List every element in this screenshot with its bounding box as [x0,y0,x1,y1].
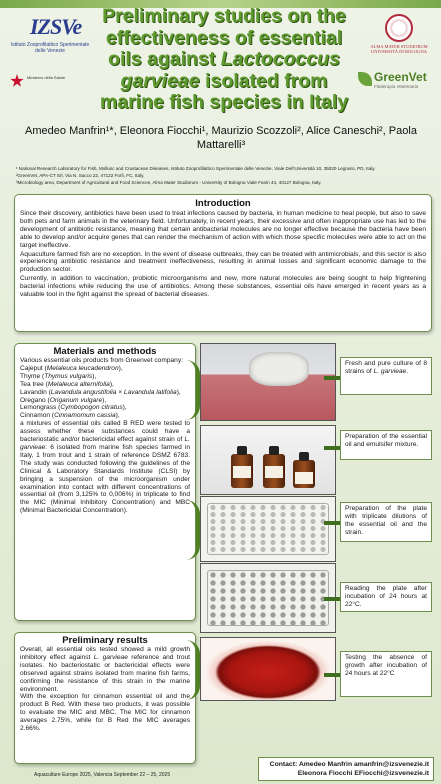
izsve-logo-subtitle: Istituto Zooprofilattico Sperimentale delle Venezie [10,42,90,54]
bottle-icon [263,454,285,488]
introduction-heading: Introduction [195,198,251,209]
step-5-caption: Testing the absence of growth after incubation of 24 hours at 22°C [340,651,432,697]
flow-curve [186,640,200,700]
results-paragraph: Overall, all essential oils tested showed a mild growth inhibitory effect against L. garvieae reference and trout isolates. No bacteriostatic or bactericidal effects were observed against strains isolated from marine fish farms, confirming the resistance of this strain in the marine environment. [20,646,191,693]
contact-line: Contact: Amedeo Manfrin amanfrin@izsvenezie.it [269,761,429,768]
izsve-logo-mark: IZSVe [30,14,82,39]
agar-plate-photo [200,637,336,701]
flow-curve [186,500,200,560]
results-heading: Preliminary results [62,635,148,646]
affiliation-3: ³Microbiology area, Department of Agricultural and Food Sciences, Alma Mater Studiorum - University of Bologna Viale Fanin 44, 40127 Bologna, Italy. [16,180,322,185]
affiliations [16,165,430,186]
oil-list-item: Cinnamon (Cinnamomum cassia), [20,412,120,420]
oil-list-item: Thyme (Thymus vulgaris), [20,372,97,380]
greenvet-logo [358,70,436,92]
contact-line: Eleonora Fiocchi EFiocchi@izsvenezie.it [297,770,429,777]
author-list: Amedeo Manfrin¹*, Eleonora Fiocchi¹, Maurizio Scozzoli², Alice Caneschi², Paola Mattarelli³ [25,125,417,151]
results-paragraph: With the exception for cinnamon essential oil and the product B Red. With these two products, it was possible to evaluate the MIC and MBC. The MIC for cinnamon averages 2.75%, while for B Red the MIC averages 2.66%. [20,693,190,733]
materials-body: a mixtures of essential oils called B RED were tested to assess whether these substances could have a bacteriostatic and/or bactericidal effect against strain of L. garvieae: 6 isolated from marine fish species farmed in Italy, 1 from trout and 1 strain of reference DSMZ 6783. The study was conducted following the guidelines of the Clinical & Laboratory Standards Institute (CLSI) by bringing a suspension of the microorganism under examination into contact with different concentrations of essential oil (from 3,125% to 0,006%) in triplicate to find the MIC (Minimal Inhibitory Concentration) and MBC (Minimal Bactericidal Concentration). [20,420,190,515]
ministry-logo [10,74,90,92]
introduction-paragraph: Currently, in addition to vaccination, probiotic microorganisms and new, more natural molecules are being sought to help frightening bacterial infections while reducing the use of antibiotics. Among these substances, essential oils have emerged in recent years as a valuable tool in the fight against the spread of bacterial diseases. [20,275,426,299]
results-section [14,632,196,764]
incubated-microplate-photo [200,563,336,633]
introduction-paragraph: Since their discovery, antibiotics have been used to treat infections caused by bacteria, in human medicine to heal people, but also to save both pets and farm animals in the veterinary field. Unfortunately, in recent years, their excessive and often inappropriate use has led to the development of antibiotic resistance, meaning that certain antibacterial molecules are no longer effective because the bacteria have been able to develop and/or acquire genes that can render the mechanism of action with which those specific molecules were able to act on the target ineffective. [20,210,426,249]
introduction-section [14,194,432,332]
izsve-logo [8,14,92,64]
culture-plate-photo [200,343,336,421]
materials-intro: Various essential oils products from Greenvet company: [20,357,183,364]
ministry-logo-text: Ministero della Salute [27,75,66,80]
oil-list-item: Lavandin (Lavandula angustifolia × Lavandula latifolia), [20,388,181,396]
oil-list-item: Tea tree (Melaleuca alternifolia), [20,380,114,388]
step-3-caption: Preparation of the plate with triplicate dilutions of the essential oil and the strain. [340,502,432,542]
step-4-caption: Reading the plate after incubation of 24 hours at 22°C. [340,582,432,612]
essential-oil-bottles-photo [200,425,336,495]
bottle-icon [293,460,315,488]
materials-methods-section [14,343,196,621]
step-1-caption: Fresh and pure culture of 8 strains of L. garvieae. [340,357,432,395]
star-icon [10,74,24,88]
greenvet-logo-tagline: Fitoterapia Veterinaria [374,84,419,89]
affiliation-1: ¹ National Research Laboratory for Fish, Mollusc and Crustacean Diseases, Istituto Zooprofilattico Sperimentale delle Venezie, Viale Dell'Università 10, 35020 Legnaro, PD, Italy. [16,166,376,171]
flow-curve [186,360,200,420]
oil-list-item: Oregano (Origanum vulgare), [20,396,107,404]
bottle-icon [231,454,253,488]
contact-box [258,757,434,781]
affiliation-2: ²GreenVet, APA-CT Srl, Via N. Sacco 22, 47122 Forlì, FC, Italy. [16,173,145,178]
conference-footer: Aquaculture Europe 2025, Valencia September 22 – 25, 2025 [34,772,171,778]
materials-methods-heading: Materials and methods [53,346,157,357]
unibo-logo [366,14,432,64]
unibo-logo-text: ALMA MATER STUDIORUM UNIVERSITÀ DI BOLOGNA [370,44,428,54]
poster-title: Preliminary studies on the effectiveness of essential oils against Lactococcus garvieae isolated from marine fish species in Italy [99,5,349,113]
greenvet-logo-name: GreenVet [374,70,427,84]
step-2-caption: Preparation of the essential oil and emulsifer mixture. [340,430,432,460]
microplate-photo [200,496,336,562]
oil-list-item: Cajeput (Melaleuca leucadendron), [20,364,123,372]
leaf-icon [358,72,372,86]
oil-list-item: Lemongrass (Cymbopogon citratus), [20,404,127,412]
introduction-paragraph: Aquaculture farmed fish are no exception. In the event of disease outbreaks, they can be treated with antimicrobials, and this sector is also experiencing antibiotic resistance and treatment ineffectiveness, resulting in animal losses and significant economic damage to the production sector. [20,250,426,274]
unibo-seal-icon [385,14,413,42]
